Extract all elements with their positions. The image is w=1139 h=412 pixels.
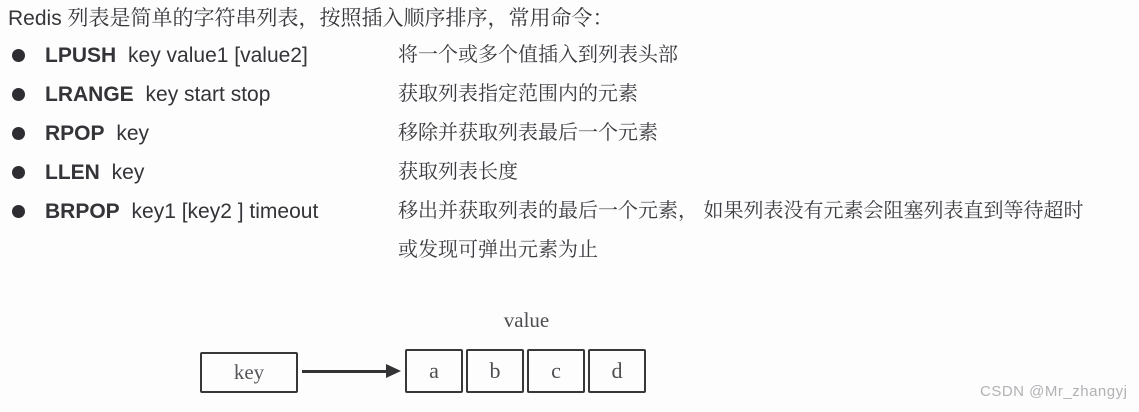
bullet-icon bbox=[12, 88, 25, 101]
value-cells bbox=[405, 349, 646, 393]
page-title: Redis 列表是简单的字符串列表，按照插入顺序排序，常用命令： bbox=[8, 7, 614, 30]
description-line-2: 或发现可弹出元素为止 bbox=[398, 239, 598, 261]
command-description bbox=[398, 192, 1139, 270]
command bbox=[45, 114, 398, 153]
value-label: value bbox=[503, 308, 550, 332]
command-name: LPUSH bbox=[45, 44, 117, 67]
bullet-icon bbox=[12, 205, 25, 218]
key-box: key bbox=[200, 352, 298, 393]
list-item bbox=[0, 36, 1139, 75]
command-description: 获取列表长度 bbox=[398, 161, 518, 183]
arrow-right-icon bbox=[302, 370, 390, 373]
command-name: RPOP bbox=[45, 122, 105, 145]
command-args: key1 [key2 ] timeout bbox=[131, 200, 319, 223]
command bbox=[45, 192, 398, 231]
list-item bbox=[0, 114, 1139, 153]
watermark: CSDN @Mr_zhangyj bbox=[980, 383, 1128, 400]
list-item bbox=[0, 75, 1139, 114]
command-args: key start stop bbox=[145, 83, 271, 106]
command bbox=[45, 153, 398, 192]
bullet-icon bbox=[12, 49, 25, 62]
command-list bbox=[0, 36, 1139, 261]
command-description: 获取列表指定范围内的元素 bbox=[398, 83, 638, 105]
command-description: 将一个或多个值插入到列表头部 bbox=[398, 44, 678, 66]
command-name: LRANGE bbox=[45, 83, 134, 106]
command-args: key bbox=[116, 122, 150, 145]
description-line-1: 移出并获取列表的最后一个元素， 如果列表没有元素会阻塞列表直到等待超时 bbox=[398, 200, 1084, 222]
command-name: LLEN bbox=[45, 161, 100, 184]
bullet-icon bbox=[12, 127, 25, 140]
list-item bbox=[0, 192, 1139, 261]
command-args: key bbox=[111, 161, 145, 184]
list-item bbox=[0, 153, 1139, 192]
arrow-head-icon bbox=[386, 364, 401, 378]
command bbox=[45, 75, 398, 114]
value-cell: a bbox=[405, 349, 463, 393]
command-description: 移除并获取列表最后一个元素 bbox=[398, 122, 658, 144]
command-name: BRPOP bbox=[45, 200, 120, 223]
value-cell: d bbox=[588, 349, 646, 393]
command bbox=[45, 36, 398, 75]
bullet-icon bbox=[12, 166, 25, 179]
value-cell: c bbox=[527, 349, 585, 393]
command-args: key value1 [value2] bbox=[128, 44, 308, 67]
value-cell: b bbox=[466, 349, 524, 393]
